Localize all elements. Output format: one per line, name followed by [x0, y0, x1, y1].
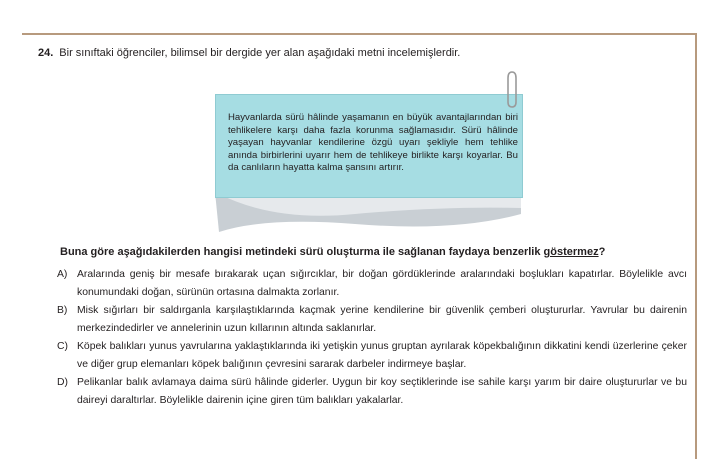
option-b[interactable] [57, 302, 687, 338]
option-letter: A) [57, 269, 68, 280]
option-text: Köpek balıkları yunus yavrularına yaklaştıklarında iki yetişkin yunus gruptan ayrılarak köpekbalığının dikkatini kendi üzerlerine çeker ve diğer grup elemanları köpek balığının çevresini sararak darbeler indirmeye başlar. [77, 341, 687, 370]
option-text: Pelikanlar balık avlamaya daima sürü hâlinde giderler. Uygun bir koy seçtiklerinde ise sahile karşı yarım bir daire oluştururlar ve bu daireyi daraltırlar. Böylelikle dairenin içine giren tüm balıkları yakalarlar. [77, 377, 687, 406]
question-header [38, 46, 460, 60]
option-a[interactable] [57, 266, 687, 302]
question-number: 24. [38, 47, 54, 59]
option-letter: D) [57, 377, 68, 388]
option-text: Aralarında geniş bir mesafe bırakarak uçan sığırcıklar, bir doğan gördüklerinde aralarındaki boşlukları kapatırlar. Böylelikle avcı konumundaki doğan, sürünün ortasına dalmakta zorlanır. [77, 269, 687, 298]
prompt-negative: göstermez [543, 246, 599, 258]
option-d[interactable] [57, 374, 687, 410]
prompt-main: Buna göre aşağıdakilerden hangisi metindeki sürü oluşturma ile sağlanan faydaya benzerlik [60, 246, 544, 258]
paperclip-icon [503, 70, 521, 110]
options-list [57, 266, 687, 410]
question-intro: Bir sınıftaki öğrenciler, bilimsel bir dergide yer alan aşağıdaki metni incelemişlerdir. [59, 47, 461, 59]
option-text: Misk sığırları bir saldırganla karşılaştıklarında kaçmak yerine kendilerine bir güvenlik çemberi oluştururlar. Yavrular bu dairenin merkezindedirler ve annelerinin uzun kıllarının altında saklanırlar. [77, 305, 687, 334]
option-c[interactable] [57, 338, 687, 374]
option-letter: C) [57, 341, 68, 352]
frame-right-border [695, 33, 697, 459]
option-letter: B) [57, 305, 68, 316]
passage-text: Hayvanlarda sürü hâlinde yaşamanın en büyük avantajlarından biri tehlikelere karşı daha fazla korunma sağlamasıdır. Sürü hâlinde yaşayan hayvanlar kendilerine özgü uyarı şekliyle hem tehlike anında birbirlerini uyarır hem de tehlikeye birlikte karşı koyarlar. Bu da canlıların hayatta kalma şansını artırır. [228, 112, 518, 173]
prompt-end: ? [598, 246, 606, 258]
question-prompt [60, 245, 605, 259]
frame-top-border [22, 33, 697, 35]
